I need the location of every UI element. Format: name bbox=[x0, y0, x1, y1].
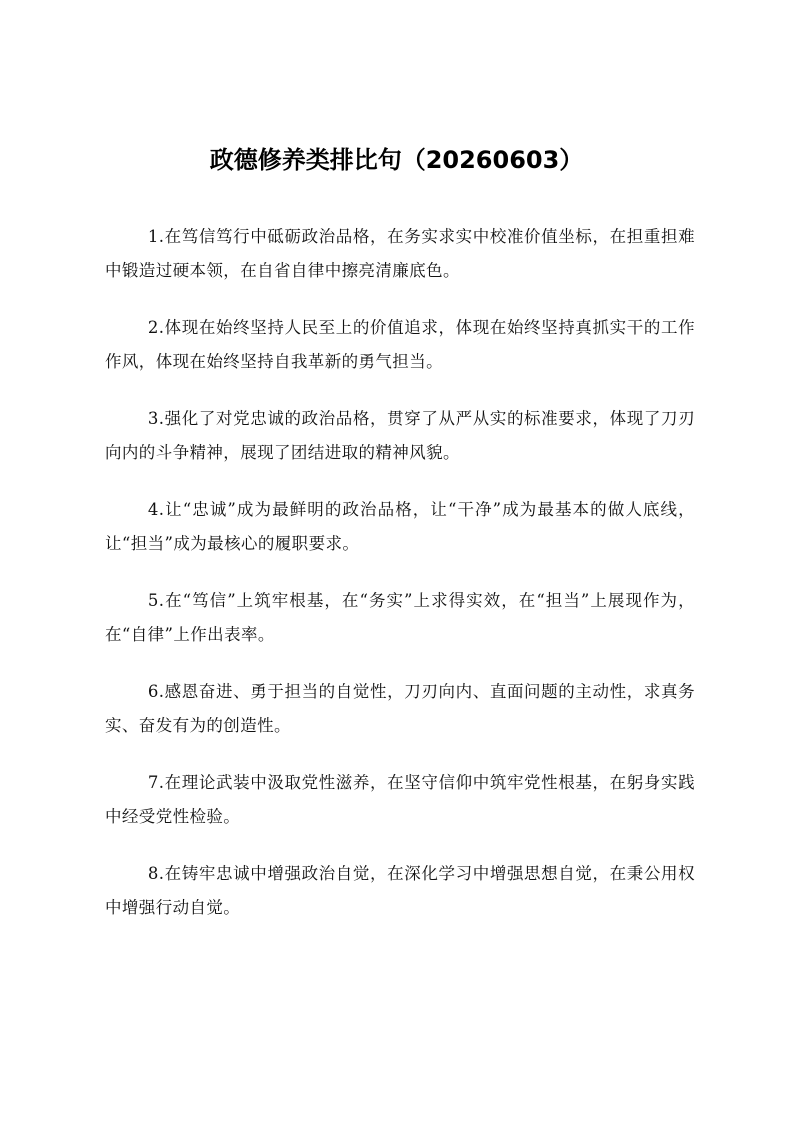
document-body bbox=[105, 220, 695, 948]
paragraph-4: 4.让“忠诚”成为最鲜明的政治品格，让“干净”成为最基本的做人底线，让“担当”成为最核心的履职要求。 bbox=[105, 500, 695, 553]
paragraph-1: 1.在笃信笃行中砥砺政治品格，在务实求实中校准价值坐标，在担重担难中锻造过硬本领，在自省自律中擦亮清廉底色。 bbox=[105, 227, 695, 280]
paragraph-6: 6.感恩奋进、勇于担当的自觉性，刀刃向内、直面问题的主动性，求真务实、奋发有为的创造性。 bbox=[105, 682, 695, 735]
paragraph-7: 7.在理论武装中汲取党性滋养，在坚守信仰中筑牢党性根基，在躬身实践中经受党性检验。 bbox=[105, 773, 695, 826]
paragraph-5: 5.在“笃信”上筑牢根基，在“务实”上求得实效，在“担当”上展现作为，在“自律”上作出表率。 bbox=[105, 591, 695, 644]
document-title: 政德修养类排比句（20260603） bbox=[209, 146, 584, 174]
paragraph-8: 8.在铸牢忠诚中增强政治自觉，在深化学习中增强思想自觉，在秉公用权中增强行动自觉。 bbox=[105, 864, 695, 917]
paragraph-2: 2.体现在始终坚持人民至上的价值追求，体现在始终坚持真抓实干的工作作风，体现在始终坚持自我革新的勇气担当。 bbox=[105, 318, 695, 371]
paragraph-3: 3.强化了对党忠诚的政治品格，贯穿了从严从实的标准要求，体现了刀刃向内的斗争精神，展现了团结进取的精神风貌。 bbox=[105, 409, 695, 462]
